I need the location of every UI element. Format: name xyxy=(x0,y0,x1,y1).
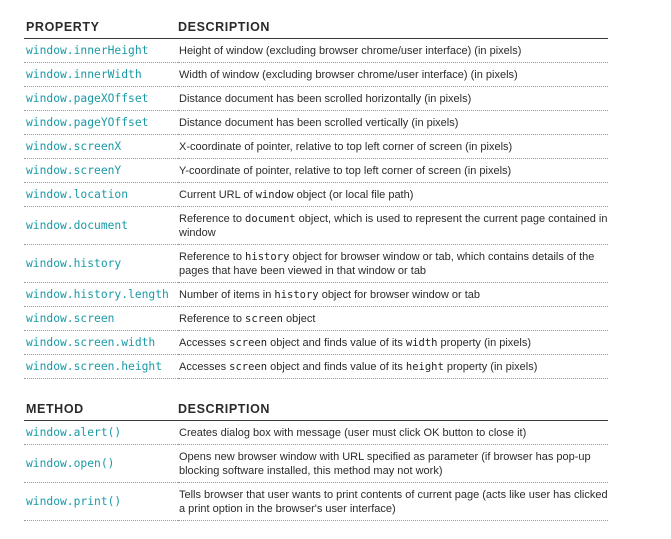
description-text: Opens new browser window with URL specified as parameter (if browser has pop-up blocking software installed, this method may not work) xyxy=(179,451,591,477)
member-description xyxy=(178,245,608,283)
description-text: Number of items in xyxy=(179,289,275,301)
member-description xyxy=(178,283,608,307)
properties-header-row xyxy=(24,14,608,39)
inline-code: screen xyxy=(229,337,268,349)
property-row xyxy=(24,331,608,355)
description-text: property (in pixels) xyxy=(437,337,532,349)
member-description xyxy=(178,87,608,111)
inline-code: height xyxy=(405,361,444,373)
inline-code: document xyxy=(245,213,296,225)
description-text: object and finds value of its xyxy=(267,337,406,349)
member-name: window.history xyxy=(24,245,178,283)
inline-code: width xyxy=(405,337,438,349)
property-row xyxy=(24,283,608,307)
member-name: window.screen.height xyxy=(24,355,178,379)
member-name: window.alert() xyxy=(24,421,178,445)
description-text: Tells browser that user wants to print contents of current page (acts like user has clicked a print option in the browser's user interface) xyxy=(179,489,608,515)
method-row xyxy=(24,483,608,521)
member-name: window.screenY xyxy=(24,159,178,183)
method-column-header: METHOD xyxy=(24,396,178,421)
description-text: object and finds value of its xyxy=(267,361,406,373)
member-name: window.print() xyxy=(24,483,178,521)
property-column-header: PROPERTY xyxy=(24,14,178,39)
member-name: window.innerWidth xyxy=(24,63,178,87)
property-row xyxy=(24,39,608,63)
description-text: Distance document has been scrolled vertically (in pixels) xyxy=(179,117,459,129)
inline-code: window xyxy=(255,189,294,201)
properties-table-body xyxy=(24,39,608,379)
description-text: Current URL of xyxy=(179,189,256,201)
reference-page xyxy=(24,14,608,521)
property-row xyxy=(24,245,608,283)
member-description xyxy=(178,421,608,445)
property-row xyxy=(24,135,608,159)
member-name: window.pageXOffset xyxy=(24,87,178,111)
inline-code: screen xyxy=(229,361,268,373)
description-text: Reference to xyxy=(179,313,246,325)
section-gap xyxy=(24,379,608,396)
member-description xyxy=(178,445,608,483)
property-row xyxy=(24,183,608,207)
description-text: property (in pixels) xyxy=(443,361,538,373)
description-text: Reference to xyxy=(179,213,246,225)
inline-code: history xyxy=(245,251,290,263)
member-description xyxy=(178,355,608,379)
description-text: X-coordinate of pointer, relative to top left corner of screen (in pixels) xyxy=(179,141,513,153)
member-description xyxy=(178,39,608,63)
property-row xyxy=(24,159,608,183)
property-row xyxy=(24,355,608,379)
property-row xyxy=(24,111,608,135)
member-name: window.location xyxy=(24,183,178,207)
member-description xyxy=(178,307,608,331)
description-text: Width of window (excluding browser chrome/user interface) (in pixels) xyxy=(179,69,518,81)
inline-code: history xyxy=(274,289,319,301)
description-text: object for browser window or tab xyxy=(318,289,481,301)
properties-table xyxy=(24,14,608,379)
member-description xyxy=(178,63,608,87)
description-text: Accesses xyxy=(179,361,230,373)
member-name: window.document xyxy=(24,207,178,245)
property-row xyxy=(24,307,608,331)
member-description xyxy=(178,331,608,355)
methods-header-row xyxy=(24,396,608,421)
member-description xyxy=(178,135,608,159)
member-name: window.open() xyxy=(24,445,178,483)
description-text: object for browser window or tab, which contains details of the pages that have been viewed in that window or tab xyxy=(179,251,595,277)
method-row xyxy=(24,421,608,445)
member-name: window.innerHeight xyxy=(24,39,178,63)
member-name: window.pageYOffset xyxy=(24,111,178,135)
description-text: Distance document has been scrolled horizontally (in pixels) xyxy=(179,93,472,105)
property-row xyxy=(24,87,608,111)
description-column-header: DESCRIPTION xyxy=(178,14,608,39)
member-description xyxy=(178,111,608,135)
description-text: Height of window (excluding browser chrome/user interface) (in pixels) xyxy=(179,45,522,57)
member-description xyxy=(178,483,608,521)
description-text: Reference to xyxy=(179,251,246,263)
member-name: window.screenX xyxy=(24,135,178,159)
member-name: window.history.length xyxy=(24,283,178,307)
method-row xyxy=(24,445,608,483)
description-text: object xyxy=(282,313,316,325)
member-name: window.screen xyxy=(24,307,178,331)
methods-table xyxy=(24,396,608,521)
property-row xyxy=(24,207,608,245)
description-text: object (or local file path) xyxy=(293,189,414,201)
description-text: Accesses xyxy=(179,337,230,349)
methods-table-body xyxy=(24,421,608,521)
description-text: Creates dialog box with message (user must click OK button to close it) xyxy=(179,427,527,439)
description-text: Y-coordinate of pointer, relative to top left corner of screen (in pixels) xyxy=(179,165,512,177)
member-description xyxy=(178,159,608,183)
member-description xyxy=(178,207,608,245)
property-row xyxy=(24,63,608,87)
description-text: object, which is used to represent the current page contained in window xyxy=(179,213,608,239)
description-column-header: DESCRIPTION xyxy=(178,396,608,421)
member-name: window.screen.width xyxy=(24,331,178,355)
member-description xyxy=(178,183,608,207)
inline-code: screen xyxy=(245,313,283,325)
